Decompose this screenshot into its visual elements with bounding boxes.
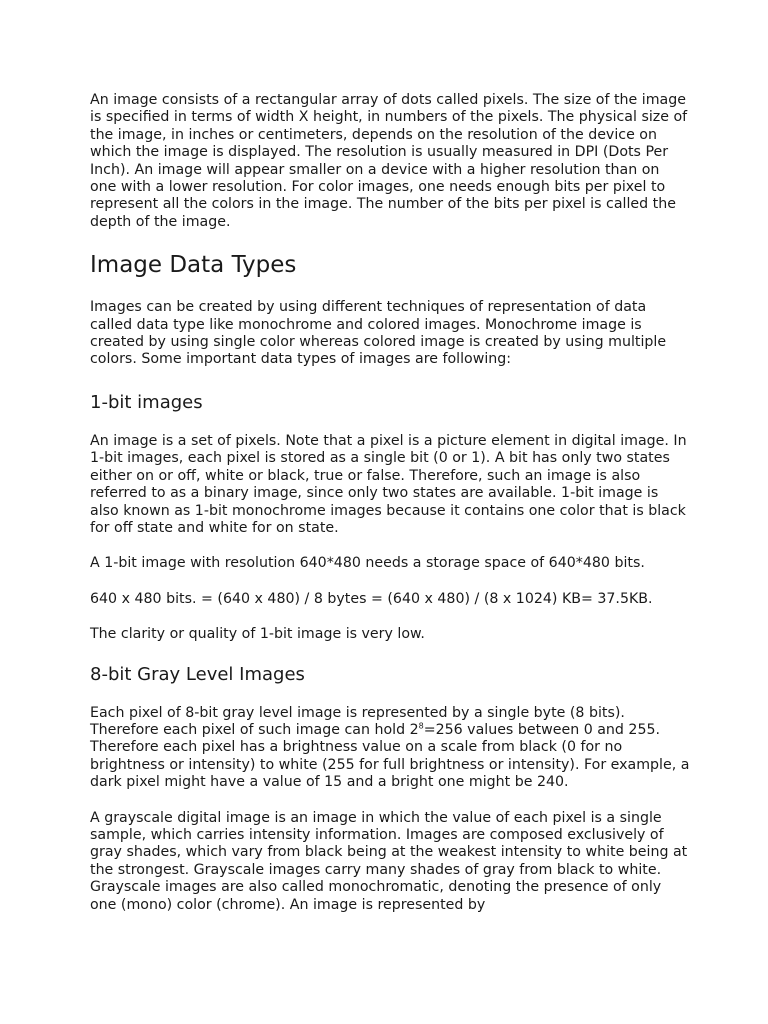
eight-bit-p1-text-after: =256 values between 0 and 255. Therefore each pixel has a brightness value on a scale from black (0 for no brightness or intensity) to white (255 for full brightness or intensity). For example, a dark pixel might have a value of 15 and a bright one might be 240. (90, 721, 690, 791)
section-intro-paragraph: Images can be created by using different techniques of representation of data called data type like monochrome and colored images. Monochrome image is created by using single color whereas colored image is created by using multiple colors. Some important data types of images are following: (90, 299, 667, 368)
one-bit-formula: 640 x 480 bits. = (640 x 480) / 8 bytes = (640 x 480) / (8 x 1024) KB= 37.5KB. (90, 590, 653, 607)
eight-bit-paragraph-2: A grayscale digital image is an image in which the value of each pixel is a single sample, which carries intensity information. Images are composed exclusively of gray shades, which vary from black being at the weakest intensity to white being at the strongest. Grayscale images carry many shades of gray from black to white. Grayscale images are also called monochromatic, denoting the presence of only one (mono) color (chrome). An image is represented by (90, 809, 688, 913)
subheading-1-bit-images: 1-bit images (90, 391, 203, 413)
section-heading-image-data-types: Image Data Types (90, 252, 297, 279)
one-bit-paragraph-1: An image is a set of pixels. Note that a pixel is a picture element in digital image. In 1-bit images, each pixel is stored as a single bit (0 or 1). A bit has only two states either on or off, white or black, true or false. Therefore, such an image is also referred to as a binary image, since only two states are available. 1-bit image is also known as 1-bit monochrome images because it contains one color that is black for off state and white for on state. (90, 432, 687, 536)
eight-bit-paragraph-1 (90, 705, 690, 792)
one-bit-paragraph-2: A 1-bit image with resolution 640*480 needs a storage space of 640*480 bits. (90, 555, 645, 572)
subheading-8-bit-gray-level-images: 8-bit Gray Level Images (90, 663, 305, 685)
document-page (90, 92, 690, 914)
one-bit-paragraph-4: The clarity or quality of 1-bit image is very low. (90, 626, 425, 643)
exponent-superscript: 8 (418, 721, 424, 731)
intro-paragraph: An image consists of a rectangular array of dots called pixels. The size of the image is specified in terms of width X height, in numbers of the pixels. The physical size of the image, in inches or centimeters, depends on the resolution of the device on which the image is displayed. The resolution is usually measured in DPI (Dots Per Inch). An image will appear smaller on a device with a higher resolution than on one with a lower resolution. For color images, one needs enough bits per pixel to represent all the colors in the image. The number of the bits per pixel is called the depth of the image. (90, 92, 688, 230)
eight-bit-p1-text-before: Each pixel of 8-bit gray level image is represented by a single byte (8 bits). Therefore each pixel of such image can hold 2 (90, 704, 625, 738)
